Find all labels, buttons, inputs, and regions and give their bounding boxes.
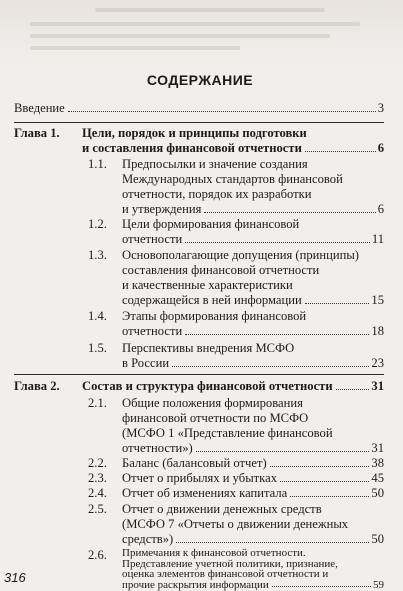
section-number: 2.2. <box>88 456 107 470</box>
chapter-title-line: Состав и структура финансовой отчетности <box>82 379 333 393</box>
toc-page-number: 6 <box>377 202 384 216</box>
section-title-line: и утверждения <box>122 202 202 216</box>
section-title-line[interactable]: Международных стандартов финансовой <box>122 172 343 186</box>
toc-page-number: 6 <box>377 141 384 155</box>
section-title-line[interactable]: Перспективы внедрения МСФО <box>122 341 295 355</box>
dot-leader <box>305 303 370 304</box>
toc-entry-section[interactable] <box>122 202 384 217</box>
contents-page <box>14 0 394 590</box>
toc-page-number: 50 <box>371 532 384 546</box>
toc-page-number: 45 <box>371 471 384 485</box>
section-title-line: Отчет о прибылях и убытках <box>122 471 277 485</box>
section-title-line: Представление учетной политики, признание, <box>122 557 338 570</box>
section-number: 2.5. <box>88 502 107 516</box>
dot-leader <box>68 111 376 112</box>
toc-entry-intro[interactable] <box>14 101 384 116</box>
toc-page-number: 11 <box>371 232 384 246</box>
chapter-title-line[interactable]: Цели, порядок и принципы подготовки <box>82 126 307 140</box>
toc-entry-section[interactable] <box>122 324 384 339</box>
toc-entry-section[interactable] <box>122 471 384 486</box>
toc-page-number: 15 <box>371 293 384 307</box>
dot-leader <box>290 496 369 497</box>
dot-leader <box>185 242 370 243</box>
page-number: 316 <box>4 570 26 585</box>
chapter-title-line: и составления финансовой отчетности <box>82 141 302 155</box>
dot-leader <box>270 466 370 467</box>
section-title-line[interactable]: Цели формирования финансовой <box>122 217 300 231</box>
dot-leader <box>196 451 370 452</box>
dot-leader <box>185 334 369 335</box>
section-title-line: в России <box>122 356 170 370</box>
chapter-label: Глава 1. <box>14 126 60 140</box>
toc-entry-section[interactable] <box>122 232 384 247</box>
section-title-line: отчетности <box>122 324 183 338</box>
section-title-line[interactable]: Общие положения формирования <box>122 396 303 410</box>
divider <box>14 374 384 375</box>
section-number: 1.2. <box>88 217 107 231</box>
section-title-line: средств») <box>122 532 174 546</box>
toc-page-number: 50 <box>371 486 384 500</box>
section-number: 2.4. <box>88 486 107 500</box>
page-title: СОДЕРЖАНИЕ <box>146 72 254 88</box>
section-title-line: содержащейся в ней информации <box>122 293 302 307</box>
toc-page-number: 31 <box>371 379 384 393</box>
section-title-line[interactable]: и качественные характеристики <box>122 278 293 292</box>
section-title-line[interactable]: финансовой отчетности по МСФО <box>122 411 309 425</box>
dot-leader <box>172 366 369 367</box>
section-title-line: отчетности <box>122 232 183 246</box>
section-number: 1.3. <box>88 248 107 262</box>
section-title-line[interactable]: (МСФО 1 «Представление финансовой <box>122 426 333 440</box>
toc-entry-section[interactable] <box>122 293 384 308</box>
dot-leader <box>305 151 376 152</box>
dot-leader <box>336 389 370 390</box>
toc-page-number: 31 <box>371 441 384 455</box>
section-number: 1.5. <box>88 341 107 355</box>
toc-page-number: 23 <box>371 356 384 370</box>
section-title-line: отчетности») <box>122 441 193 455</box>
section-number: 2.6. <box>88 548 107 562</box>
toc-entry-section[interactable] <box>122 441 384 456</box>
dot-leader <box>280 481 369 482</box>
section-title-line[interactable]: составления финансовой отчетности <box>122 263 320 277</box>
toc-entry-section[interactable] <box>122 456 384 471</box>
chapter-label: Глава 2. <box>14 379 60 393</box>
section-title-line[interactable]: (МСФО 7 «Отчеты о движении денежных <box>122 517 349 531</box>
dot-leader <box>176 542 369 543</box>
toc-entry-section[interactable] <box>122 486 384 501</box>
divider <box>14 122 384 123</box>
toc-entry-section[interactable] <box>122 580 384 591</box>
section-number: 2.1. <box>88 396 107 410</box>
section-number: 1.4. <box>88 309 107 323</box>
section-title-line[interactable]: Основополагающие допущения (принципы) <box>122 248 359 262</box>
section-title-line[interactable]: Этапы формирования финансовой <box>122 309 307 323</box>
section-title-line: оценка элементов финансовой отчетности и <box>122 568 329 581</box>
section-number: 2.3. <box>88 471 107 485</box>
dot-leader <box>204 212 375 213</box>
section-title-line[interactable]: Примечания к финансовой отчетности. <box>122 547 306 559</box>
dot-leader <box>272 586 371 587</box>
section-title-line[interactable]: Предпосылки и значение создания <box>122 157 308 171</box>
toc-entry-section[interactable] <box>122 532 384 547</box>
section-title-line: Баланс (балансовый отчет) <box>122 456 267 470</box>
toc-page-number: 59 <box>373 578 384 591</box>
toc-page-number: 18 <box>371 324 384 338</box>
section-title-line: Отчет об изменениях капитала <box>122 486 288 500</box>
toc-entry-section[interactable] <box>122 356 384 371</box>
section-title-line: прочие раскрытия информации <box>122 578 269 591</box>
section-title-line[interactable]: Отчет о движении денежных средств <box>122 502 322 516</box>
section-title-line[interactable]: отчетности, порядок их разработки <box>122 187 312 201</box>
toc-page-number: 3 <box>377 101 384 115</box>
toc-page-number: 38 <box>371 456 384 470</box>
toc-entry-chapter[interactable] <box>82 379 384 394</box>
toc-label: Введение <box>14 101 65 115</box>
toc-entry-chapter[interactable] <box>82 141 384 156</box>
section-number: 1.1. <box>88 157 107 171</box>
